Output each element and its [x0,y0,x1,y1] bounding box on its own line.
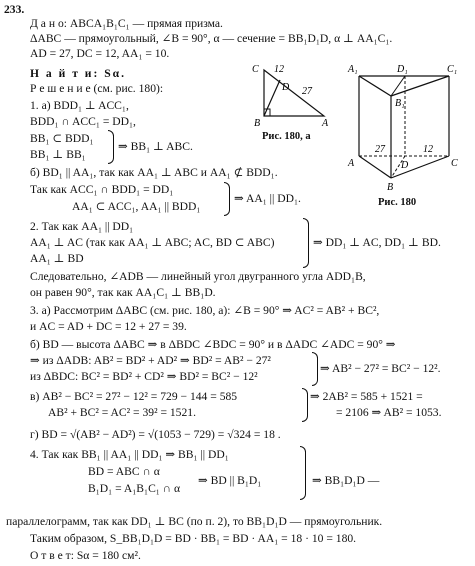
problem-number: 233. [4,3,25,16]
step-1a-line2: BDD₁ ∩ ACC₁ = DD₁, [30,115,136,128]
label-d1: D₁ [397,64,408,75]
brace-1b [224,182,230,216]
step-2: 2. Так как AA₁ || DD₁ [30,220,134,233]
label-a: A [348,158,355,169]
step-2-consequence: Следовательно, ∠ADB — линейный угол двугранного угла ADD₁B, [30,270,366,283]
label-d: D [401,160,409,171]
brace-1a [108,130,114,164]
step-3b: б) BD — высота ΔABC ⇒ в ΔBDC ∠BDC = 90° и в ΔADC ∠ADC = 90° ⇒ [30,338,396,351]
step-4-line4: параллелограмм, так как DD₁ ⊥ BC (по п. 2), то BB₁D₁D — прямоугольник. [6,515,383,528]
step-3v-conclusion: ⇒ 2AB² = 585 + 1521 = [310,390,423,403]
step-2-line2: AA₁ ⊥ AC (так как AA₁ ⊥ ABC; AC, BD ⊂ ABC) [30,236,275,249]
brace-3b [312,352,318,386]
answer-line: О т в е т: Sα = 180 см². [30,549,141,562]
step-4: 4. Так как BB₁ || AA₁ || DD₁ ⇒ BB₁ || DD₁ [30,448,229,461]
step-3v: в) AB² − BC² = 27² − 12² = 729 − 144 = 585 [30,390,238,403]
step-1b-line2: Так как ACC₁ ∩ BDD₁ = DD₁ [30,183,174,196]
step-1a-line4: BB₁ ⊥ BB₁ [30,148,86,161]
label-b: B [387,182,394,193]
label-27: 27 [302,86,312,97]
label-b: B [254,118,261,129]
figure-180-caption: Рис. 180 [378,197,417,208]
brace-2 [303,218,309,268]
given-line-3: AD = 27, DC = 12, AA₁ = 10. [30,47,170,60]
label-d: D [282,82,290,93]
step-3a-line2: и AC = AD + DC = 12 + 27 = 39. [30,320,187,333]
brace-3v [302,388,308,422]
step-3v-line2: AB² + BC² = AC² = 39² = 1521. [48,406,196,419]
figure-180 [345,60,473,210]
label-a: A [322,118,329,129]
figure-180a-caption: Рис. 180, а [262,131,311,142]
find-line: Н а й т и: Sα. [30,67,127,80]
brace-4 [300,446,306,500]
label-c: C [451,158,458,169]
solution-heading: Р е ш е н и е (см. рис. 180): [30,82,164,95]
step-3a: 3. а) Рассмотрим ΔABC (см. рис. 180, а): ∠B = 90° ⇒ AC² = AB² + BC², [30,304,380,317]
step-1b-line3: AA₁ ⊂ ACC₁, AA₁ || BDD₁ [72,200,201,213]
step-2-line3: AA₁ ⊥ BD [30,252,84,265]
step-4-line2: BD = ABC ∩ α [88,465,160,478]
step-1a-conclusion: ⇒ BB₁ ⊥ ABC. [118,140,193,153]
label-c: C [252,64,259,75]
step-3v-conclusion-2: = 2106 ⇒ AB² = 1053. [336,406,442,419]
step-4-mid: ⇒ BD || B₁D₁ [198,474,262,487]
step-4-line3: B₁D₁ = A₁B₁C₁ ∩ α [88,482,181,495]
step-2-conclusion: ⇒ DD₁ ⊥ AC, DD₁ ⊥ BD. [313,236,441,249]
result-line: Таким образом, S_BB₁D₁D = BD · BB₁ = BD · AA₁ = 18 · 10 = 180. [30,532,357,545]
step-3b-line2: ⇒ из ΔADB: AB² = BD² + AD² ⇒ BD² = AB² − 27² [30,354,271,367]
step-2-consequence-2: он равен 90°, так как AA₁C₁ ⊥ BB₁D. [30,286,216,299]
label-27: 27 [375,144,385,155]
given-line-1: Д а н о: ABCA₁B₁C₁ — прямая призма. [30,17,223,30]
step-3b-conclusion: ⇒ AB² − 27² = BC² − 12². [320,362,441,375]
label-12: 12 [423,144,433,155]
step-1a: 1. а) BDD₁ ⊥ ACC₁, [30,99,129,112]
label-a1: A₁ [348,64,358,75]
altitude-bd [264,80,280,116]
step-1b: б) BD₁ || AA₁, так как AA₁ ⊥ ABC и AA₁ ⊄ BDD₁. [30,166,278,179]
step-4-conclusion: ⇒ BB₁D₁D — [312,474,380,487]
step-3g: г) BD = √(AB² − AD²) = √(1053 − 729) = √324 = 18 . [30,428,281,441]
given-line-2: ΔABC — прямоугольный, ∠B = 90°, α — сечение = BB₁D₁D, α ⊥ AA₁C₁. [30,32,393,45]
label-c1: C₁ [447,64,458,75]
step-1b-conclusion: ⇒ AA₁ || DD₁. [234,192,301,205]
label-12: 12 [274,64,284,75]
triangle-abc [264,70,324,116]
label-b1: B₁ [395,98,405,109]
step-1a-line3: BB₁ ⊂ BDD₁ [30,132,94,145]
step-3b-line3: из ΔBDC: BC² = BD² + CD² ⇒ BD² = BC² − 12² [30,370,258,383]
